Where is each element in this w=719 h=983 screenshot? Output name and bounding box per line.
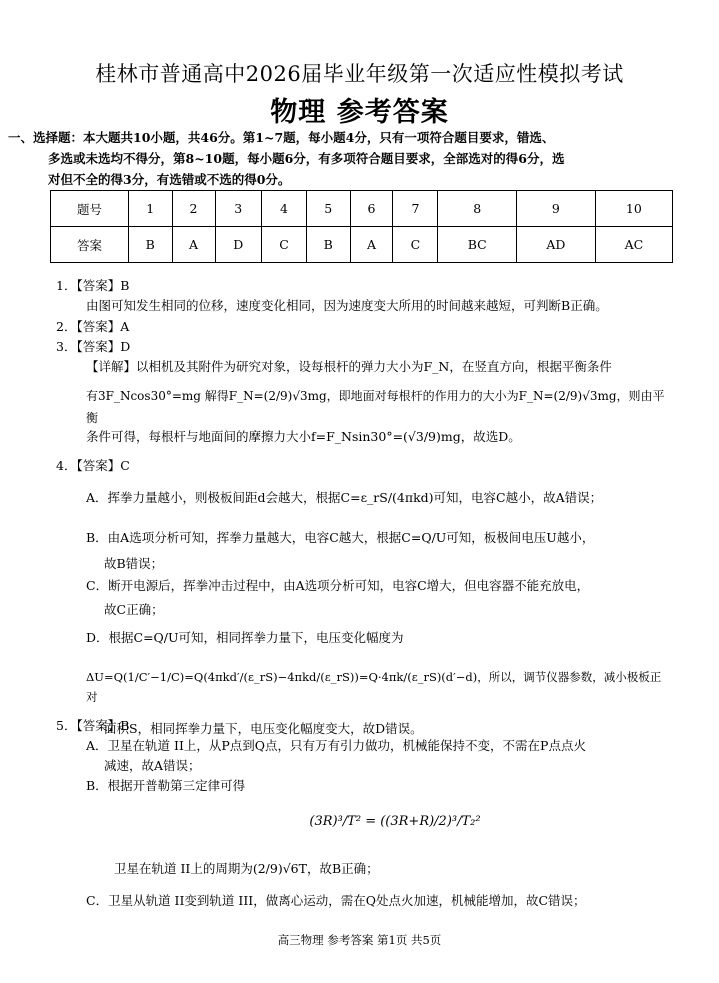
page-title: 桂林市普通高中2026届毕业年级第一次适应性模拟考试 (95, 62, 624, 86)
q3-detail-3-block (60, 426, 670, 448)
q5-c-block (60, 891, 670, 911)
q4-d-block (60, 628, 670, 648)
table-cell: C (262, 227, 307, 263)
section-instructions (8, 127, 670, 190)
q5-option-a-1: A．卫星在轨道 II上，从P点到Q点，只有万有引力做功，机械能保持不变，不需在P点点火 (86, 738, 586, 753)
table-cell: A (172, 227, 215, 263)
table-cell: D (215, 227, 262, 263)
q3-detail-2: 有3F_Ncos30°=mg 解得F_N=(2/9)√3mg，即地面对每根杆的作用力的大小为F_N=(2/9)√3mg，则由平衡 (86, 389, 665, 425)
q4-c-block (60, 576, 670, 620)
answer-table (50, 190, 673, 263)
table-cell: 6 (350, 191, 393, 227)
q4-option-c-1: C．断开电源后，挥拳冲击过程中，由A选项分析可知，电容C增大，但电容器不能充放电， (86, 578, 590, 593)
table-cell: 8 (438, 191, 517, 227)
table-cell: 5 (306, 191, 350, 227)
q3-detail-1: 【详解】以相机及其附件为研究对象，设每根杆的弹力大小为F_N，在竖直方向，根据平衡条件 (86, 359, 612, 374)
q4-option-a: A．挥拳力量越小，则极板间距d会越大，根据C=ε_rS/(4πkd)可知，电容C越小，故A错误； (86, 490, 603, 505)
q3-detail-3: 条件可得，每根杆与地面间的摩擦力大小f=F_Nsin30°=(√3/9)mg，故选D。 (86, 429, 521, 444)
q4-b-block (60, 528, 670, 574)
section-line-1: 一、选择题：本大题共10小题，共46分。第1~7题，每小题4分，只有一项符合题目要求，错选、 (8, 130, 555, 145)
q5-option-b-1: B．根据开普勒第三定律可得 (86, 778, 246, 793)
table-row-numbers (51, 191, 673, 227)
table-cell: 1 (129, 191, 173, 227)
table-cell: 题号 (51, 191, 129, 227)
q5-option-a-2: 减速，故A错误； (104, 758, 201, 773)
q2-block (56, 317, 670, 337)
q4-a-block (60, 488, 670, 508)
q3-block (56, 337, 670, 377)
q5-option-b-2: 卫星在轨道 II上的周期为(2/9)√6T，故B正确； (114, 861, 379, 876)
q5-b2-block (60, 859, 670, 879)
table-cell: 4 (262, 191, 307, 227)
table-cell: C (393, 227, 438, 263)
table-cell: 10 (595, 191, 672, 227)
table-cell: 答案 (51, 227, 129, 263)
q5-block (56, 716, 670, 796)
table-cell: 9 (516, 191, 595, 227)
q4-option-d-3: 面积S，相同挥拳力量下，电压变化幅度变大，故D错误。 (104, 721, 423, 736)
q2-head: 2．【答案】A (56, 319, 130, 334)
q4-head: 4．【答案】C (56, 458, 130, 473)
q4-option-d-1: D．根据C=Q/U可知，相同挥拳力量下，电压变化幅度为 (86, 630, 404, 645)
section-line-2: 多选或未选均不得分，第8~10题，每小题6分，有多项符合题目要求，全部选对的得6分，选 (48, 151, 565, 166)
table-row-answers (51, 227, 673, 263)
table-cell: 2 (172, 191, 215, 227)
q5-option-c: C．卫星从轨道 II变到轨道 III，做离心运动，需在Q处点火加速，机械能增加，故C错误； (86, 893, 586, 908)
q1-block (56, 276, 670, 316)
q4-block (56, 456, 670, 476)
q3-head: 3．【答案】D (56, 339, 131, 354)
page-footer: 高三物理 参考答案 第1页 共5页 (277, 933, 442, 947)
table-cell: 3 (215, 191, 262, 227)
section-line-3: 对但不全的得3分，有选错或不选的得0分。 (48, 172, 291, 187)
q3-detail-2-block (60, 385, 670, 429)
table-cell: B (306, 227, 350, 263)
q4-option-b-2: 故B错误； (104, 556, 164, 571)
table-cell: AC (595, 227, 672, 263)
table-cell: BC (438, 227, 517, 263)
table-cell: 7 (393, 191, 438, 227)
q1-head: 1．【答案】B (56, 278, 130, 293)
table-cell: B (129, 227, 173, 263)
table-cell: AD (516, 227, 595, 263)
q5-head: 5．【答案】B (56, 718, 130, 733)
page-subtitle: 物理 参考答案 (270, 97, 449, 128)
table-cell: A (350, 227, 393, 263)
q4-option-c-2: 故C正确； (104, 602, 164, 617)
q5-formula-block (60, 812, 670, 832)
q4-option-d-2: ΔU=Q(1/C′−1/C)=Q(4πkd′/(ε_rS)−4πkd/(ε_rS))=Q·4πk/(ε_rS)(d′−d)，所以，调节仪器参数，减小极板正对 (86, 670, 662, 704)
q5-formula: (3R)³/T² = ((3R+R)/2)³/T₂² (309, 814, 481, 829)
q4-option-b-1: B．由A选项分析可知，挥拳力量越大，电容C越大，根据C=Q/U可知，板极间电压U越小， (86, 530, 595, 545)
q1-body: 由图可知发生相同的位移，速度变化相同，因为速度变大所用的时间越来越短，可判断B正确。 (86, 298, 608, 313)
